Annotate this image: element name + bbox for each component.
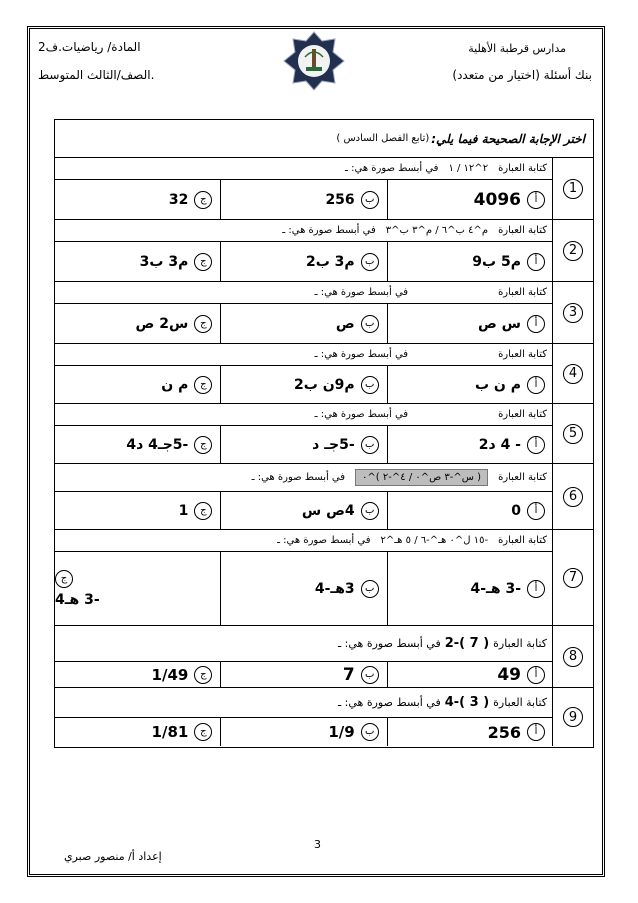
question-stem: كتابة العبارة ( 3 )-4 في أبسط صورة هي: ـ xyxy=(55,688,553,718)
answer-option[interactable]: ج م3 ب3 xyxy=(55,242,220,281)
answer-option[interactable]: ب 4ص س xyxy=(220,492,386,529)
question-row xyxy=(55,530,593,626)
grade-label: الصف/الثالث المتوسط. xyxy=(38,68,155,82)
question-number: 7 xyxy=(563,568,583,588)
instructions-title: اختر الإجابة الصحيحة فيما يلي: xyxy=(431,131,585,146)
answer-option[interactable]: ج -3 هـ4 xyxy=(55,552,220,625)
answer-option[interactable]: أ س ص xyxy=(387,304,553,343)
question-number: 5 xyxy=(563,424,583,444)
page-number: 3 xyxy=(314,838,321,851)
question-stem: كتابة العبارة م^٤ ب^٦ / م^٣ ب^٣ في أبسط صورة هي: ـ xyxy=(55,220,553,242)
question-stem: كتابة العبارة في أبسط صورة هي: ـ xyxy=(55,282,553,304)
question-stem: كتابة العبارة ( 7 )-2 في أبسط صورة هي: ـ xyxy=(55,626,553,662)
answer-option[interactable]: ج 1 xyxy=(55,492,220,529)
answer-option[interactable]: ج س2 ص xyxy=(55,304,220,343)
question-stem: كتابة العبارة في أبسط صورة هي: ـ xyxy=(55,404,553,426)
answer-option[interactable]: أ م5 ب9 xyxy=(387,242,553,281)
question-bank-label: بنك أسئلة (اختيار من متعدد) xyxy=(452,68,592,82)
answer-option[interactable]: أ - 4 د2 xyxy=(387,426,553,463)
answer-option[interactable]: أ 49 xyxy=(387,662,553,687)
answer-option[interactable]: ب م9ن ب2 xyxy=(220,366,386,403)
question-number: 8 xyxy=(563,647,583,667)
question-row xyxy=(55,626,593,688)
math-expression: -١٥ ل^٠ هـ^-٦ / ٥ هـ^٢ xyxy=(380,535,489,546)
question-row xyxy=(55,688,593,746)
math-expression: ٢^١٢ / ١ xyxy=(448,163,489,174)
question-stem: كتابة العبارة -١٥ ل^٠ هـ^-٦ / ٥ هـ^٢ في أبسط صورة هي: ـ xyxy=(55,530,553,552)
math-expression: ( س^-٣ ص^٠ / ٤^-٢ )^٠ xyxy=(355,469,488,486)
question-number: 1 xyxy=(563,179,583,199)
question-row xyxy=(55,464,593,530)
answer-option[interactable]: أ 256 xyxy=(387,718,553,746)
question-row xyxy=(55,220,593,282)
subject-label: المادة/ رياضيات.ف2 xyxy=(38,40,141,54)
instructions-row xyxy=(55,120,593,158)
question-row xyxy=(55,158,593,220)
answer-option[interactable]: ج 1/81 xyxy=(55,718,220,746)
answer-option[interactable]: ب -5جـ د xyxy=(220,426,386,463)
question-row xyxy=(55,404,593,464)
question-number: 3 xyxy=(563,303,583,323)
question-stem: كتابة العبارة ( س^-٣ ص^٠ / ٤^-٢ )^٠ في أبسط صورة هي: ـ xyxy=(55,464,553,492)
question-row xyxy=(55,282,593,344)
question-number: 9 xyxy=(563,707,583,727)
question-number: 6 xyxy=(563,487,583,507)
question-number: 2 xyxy=(563,241,583,261)
math-expression: ( 7 )-2 xyxy=(444,636,490,651)
answer-option[interactable]: أ 0 xyxy=(387,492,553,529)
answer-option[interactable]: ب 3هـ-4 xyxy=(220,552,386,625)
answer-option[interactable]: ب 256 xyxy=(220,180,386,219)
answer-option[interactable]: ب 7 xyxy=(220,662,386,687)
answer-option[interactable]: ج -5جـ4 د4 xyxy=(55,426,220,463)
math-expression: م^٤ ب^٦ / م^٣ ب^٣ xyxy=(385,225,489,236)
question-number: 4 xyxy=(563,364,583,384)
answer-option[interactable]: ب م3 ب2 xyxy=(220,242,386,281)
answer-option[interactable]: ج 32 xyxy=(55,180,220,219)
answer-option[interactable]: أ 4096 xyxy=(387,180,553,219)
author-credit: إعداد أ/ منصور صبري xyxy=(64,850,162,863)
answer-option[interactable]: ب 1/9 xyxy=(220,718,386,746)
answer-option[interactable]: ج 1/49 xyxy=(55,662,220,687)
question-stem: كتابة العبارة ٢^١٢ / ١ في أبسط صورة هي: ـ xyxy=(55,158,553,180)
school-emblem-icon xyxy=(283,31,345,91)
answer-option[interactable]: ج م ن xyxy=(55,366,220,403)
question-stem: كتابة العبارة في أبسط صورة هي: ـ xyxy=(55,344,553,366)
instructions-subtitle: (تابع الفصل السادس ) xyxy=(336,133,430,144)
school-name: مدارس قرطبة الأهلية xyxy=(468,42,566,55)
math-expression: ( 3 )-4 xyxy=(444,695,490,710)
question-row xyxy=(55,344,593,404)
questions-sheet xyxy=(54,119,594,748)
answer-option[interactable]: أ -3 هـ-4 xyxy=(387,552,553,625)
answer-option[interactable]: أ م ن ب xyxy=(387,366,553,403)
answer-option[interactable]: ب ص xyxy=(220,304,386,343)
